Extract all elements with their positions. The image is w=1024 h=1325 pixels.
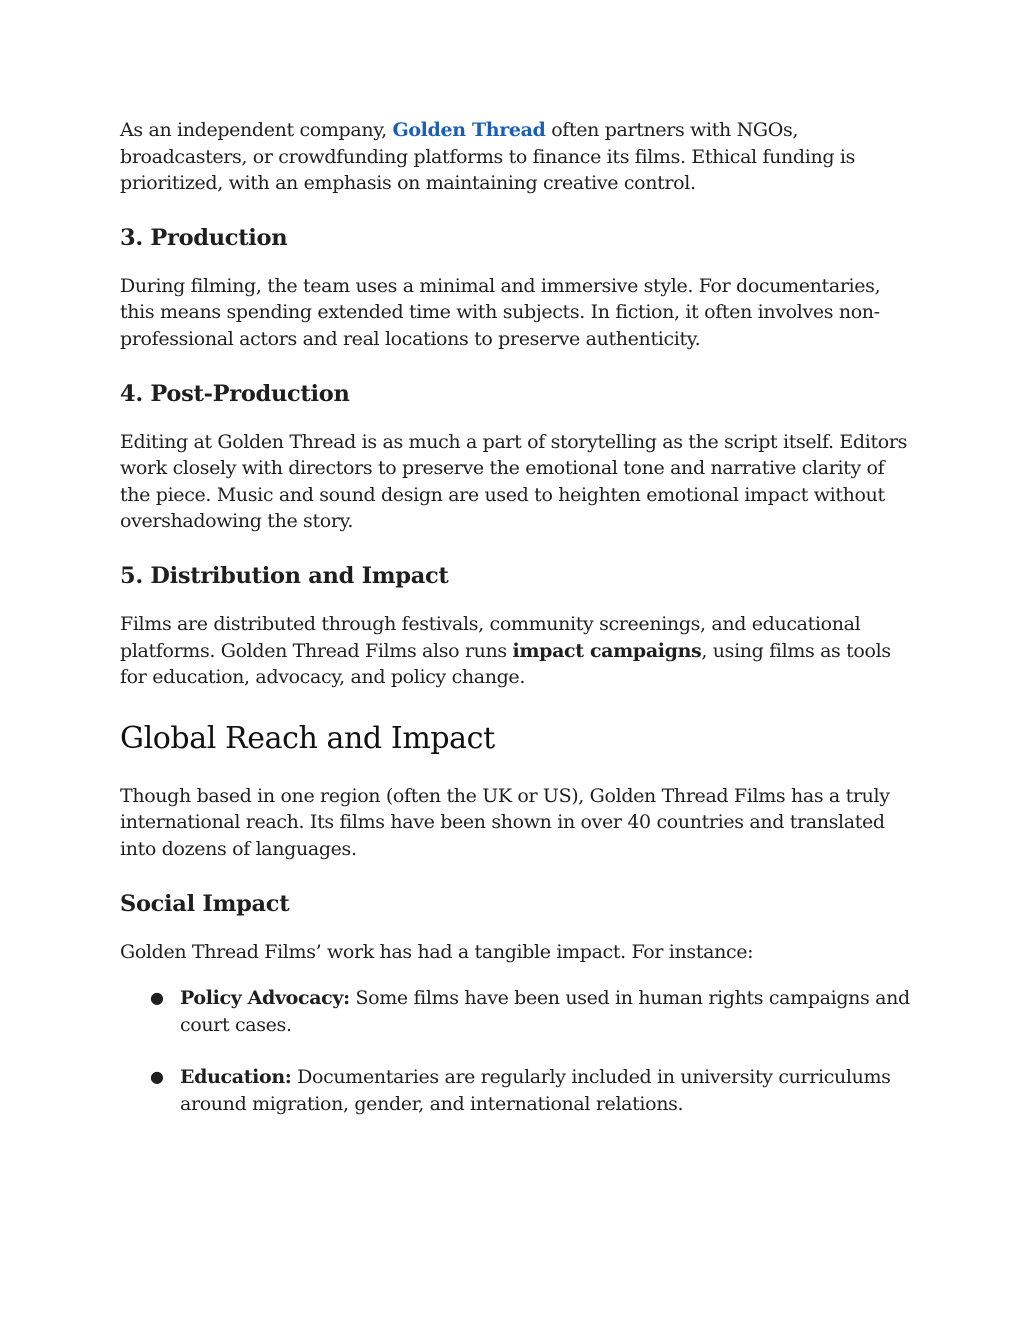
social-impact-heading: Social Impact: [120, 890, 290, 917]
list-item-label: Education:: [180, 1066, 292, 1089]
golden-thread-link[interactable]: Golden Thread: [392, 119, 546, 141]
list-item-text: Some films have been used in human rights campaigns and court cases.: [180, 987, 910, 1036]
intro-text-start: As an independent company,: [120, 119, 393, 141]
production-heading: 3. Production: [120, 224, 288, 251]
distribution-heading: 5. Distribution and Impact: [120, 562, 449, 589]
intro-text-end: often partners with NGOs, broadcasters, or crowdfunding platforms to finance its films. Ethical funding is prioritized, with an emphasis on maintaining creative control.: [120, 119, 855, 195]
intro-paragraph: [120, 117, 910, 197]
distribution-text-end: , using films as tools for education, advocacy, and policy change.: [120, 639, 891, 689]
list-item-label: Policy Advocacy:: [180, 987, 350, 1010]
global-reach-paragraph: Though based in one region (often the UK or US), Golden Thread Films has a truly international reach. Its films have been shown in over 40 countries and translated into dozens of languages.: [120, 784, 890, 860]
list-item-text: Documentaries are regularly included in university curriculums around migration, gender, and international relations.: [180, 1066, 891, 1115]
bullet-icon: ●: [150, 1067, 164, 1087]
bullet-icon: ●: [150, 988, 164, 1008]
impact-list: [120, 985, 910, 1117]
post-production-paragraph: Editing at Golden Thread is as much a part of storytelling as the script itself. Editors work closely with directors to preserve the emotional tone and narrative clarity of the piece. Music and sound design are used to heighten emotional impact without overshadowing the story.: [120, 430, 907, 533]
distribution-text-start: Films are distributed through festivals, community screenings, and educational platforms. Golden Thread Films also runs: [120, 612, 861, 662]
impact-campaigns-bold: impact campaigns: [512, 639, 702, 662]
global-reach-heading: Global Reach and Impact: [120, 720, 495, 756]
post-production-heading: 4. Post-Production: [120, 380, 350, 407]
document-page: [120, 117, 910, 1143]
list-item-education: [120, 1064, 910, 1117]
list-item-policy-advocacy: [120, 985, 910, 1038]
social-impact-intro: Golden Thread Films’ work has had a tangible impact. For instance:: [120, 940, 754, 963]
distribution-paragraph: [120, 611, 910, 691]
production-paragraph: During filming, the team uses a minimal and immersive style. For documentaries, this means spending extended time with subjects. In fiction, it often involves non-professional actors and real locations to preserve authenticity.: [120, 274, 881, 350]
